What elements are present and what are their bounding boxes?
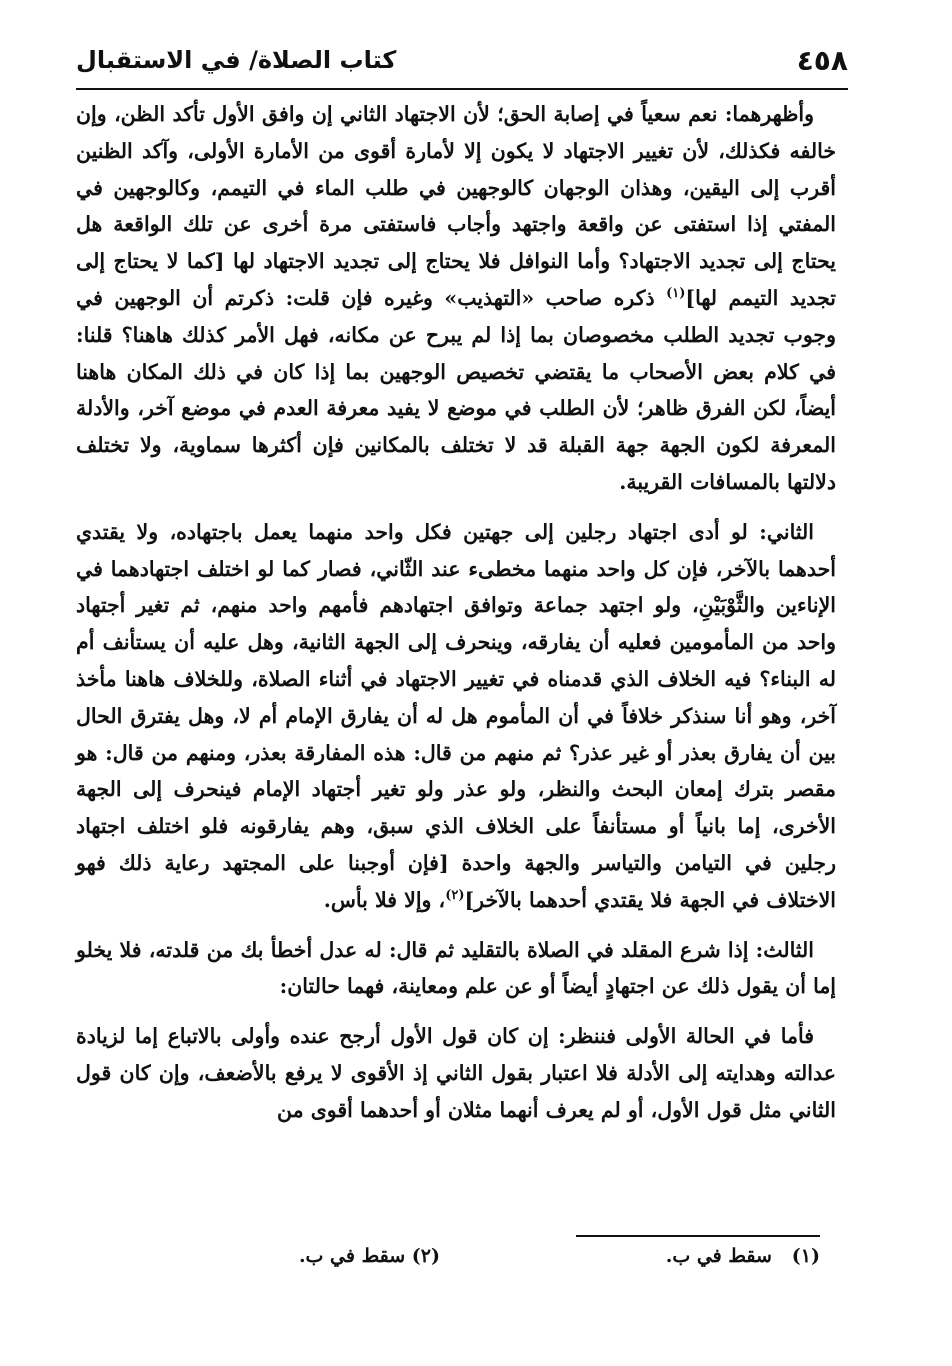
paragraph-3	[76, 932, 836, 1006]
paragraph-text: فأما في الحالة الأولى فننظر: إن كان قول الأول أرجح عنده وأولى بالاتباع إما لزيادة عدالته وهدايته إلى الأدلة فلا اعتبار بقول الثاني إذ الأقوى لا يرفع بالأضعف، وإن كان قول الثاني مثل قول الأول، أو لم يعرف أنهما مثلان أو أحدهما أقوى من	[76, 1024, 836, 1122]
footnote-ref-1: (١)	[666, 286, 686, 302]
paragraph-text: لو أدى اجتهاد رجلين إلى جهتين فكل واحد منهما يعمل باجتهاده، ولا يقتدي أحدهما بالآخر، فإن كل واحد منهما مخطىء عند الثّاني، فصار كما لو اختلف اجتهادهما في الإناءين والثَّوْبَيْنِ، ولو اجتهد جماعة وتوافق اجتهادهم فأمهم واحد منهم، ثم تغير أجتهاد واحد من المأمومين فعليه أن يفارقه، وينحرف إلى الجهة الثانية، وهل عليه أن يستأنف أم له البناء؟ فيه الخلاف الذي قدمناه في تغيير الاجتهاد في أثناء الصلاة، وللخلاف هاهنا مأخذ آخر، وهو أنا سنذكر خلافاً في أن المأموم هل له أن يفارق الإمام أم لا، وهل يفترق الحال بين أن يفارق بعذر أو غير عذر؟ ثم منهم من قال: هذه المفارقة بعذر، ومنهم من قال: هو مقصر بترك إمعان البحث والنظر، ولو عذر ولو تغير أجتهاد الإمام فينحرف إلى الجهة الأخرى، إما بانياً أو مستأنفاً على الخلاف الذي سبق، وهم يفارقونه فلو اختلف اجتهاد رجلين في التيامن والتياسر والجهة واحدة [فإن أوجبنا على المجتهد رعاية ذلك فهو الاختلاف في الجهة فلا يقتدي أحدهما بالآخر]	[76, 519, 836, 912]
footnote-text: سقط في ب.	[298, 1245, 406, 1267]
paragraph-text-continued: ، وإلا فلا بأس.	[323, 887, 446, 912]
paragraph-lead: وأظهرهما:	[724, 102, 814, 126]
footnote-ref-2: (٢)	[445, 887, 465, 903]
footnote-text: سقط في ب.	[665, 1245, 772, 1267]
main-text	[76, 96, 836, 1129]
footnote-number: (١)	[791, 1245, 820, 1267]
paragraph-text: إذا شرع المقلد في الصلاة بالتقليد ثم قال: له عدل أخطأ بك من قلدته، فلا يخلو إما أن يقول ذلك عن اجتهادٍ أيضاً أو عن علم ومعاينة، فهما حالتان:	[76, 937, 836, 999]
paragraph-4	[76, 1018, 836, 1128]
page-header	[76, 40, 848, 84]
footnote-1	[666, 1245, 820, 1267]
page-number: ٤٥٨	[796, 44, 848, 77]
footnote-number: (٢)	[411, 1245, 440, 1267]
footnote-rule	[576, 1235, 820, 1237]
paragraph-lead: الثالث:	[755, 937, 814, 962]
paragraph-text-continued: ذكره صاحب «التهذيب» وغيره فإن قلت: ذكرتم أن الوجهين في وجوب تجديد الطلب مخصوصان بما إذا لم يبرح عن مكانه، فهل الأمر كذلك هاهنا؟ قلنا: في كلام بعض الأصحاب ما يقتضي تخصيص الوجهين بما إذا كان في ذلك المكان هاهنا أيضاً، لكن الفرق ظاهر؛ لأن الطلب في موضع لا يفيد معرفة العدم في موضع آخر، والأدلة المعرفة لكون الجهة جهة القبلة قد لا تختلف بالمكانين فإن أكثرها سماوية، ولا تختلف دلالتها بالمسافات القريبة.	[76, 285, 836, 494]
paragraph-2	[76, 514, 836, 919]
footnote-2	[299, 1245, 440, 1267]
header-rule	[76, 88, 848, 90]
paragraph-text: نعم سعياً في إصابة الحق؛ لأن الاجتهاد الثاني إن وافق الأول تأكد الظن، وإن خالفه فكذلك، لأن تغيير الاجتهاد لا يكون إلا لأمارة أقوى من الأمارة الأولى، وآكد الظنين أقرب إلى اليقين، وهذان الوجهان كالوجهين في طلب الماء في التيمم، وكالوجهين في المفتي إذا استفتى عن واقعة واجتهد وأجاب فاستفتى مرة أخرى عن تلك الواقعة هل يحتاج إلى تجديد الاجتهاد؟ وأما النوافل فلا يحتاج إلى تجديد الاجتهاد لها [كما لا يحتاج إلى تجديد التيمم لها]	[76, 102, 837, 310]
paragraph-1	[76, 96, 836, 501]
footnotes	[76, 1245, 820, 1275]
paragraph-lead: الثاني:	[759, 519, 814, 544]
running-title: كتاب الصلاة/ في الاستقبال	[76, 46, 397, 74]
